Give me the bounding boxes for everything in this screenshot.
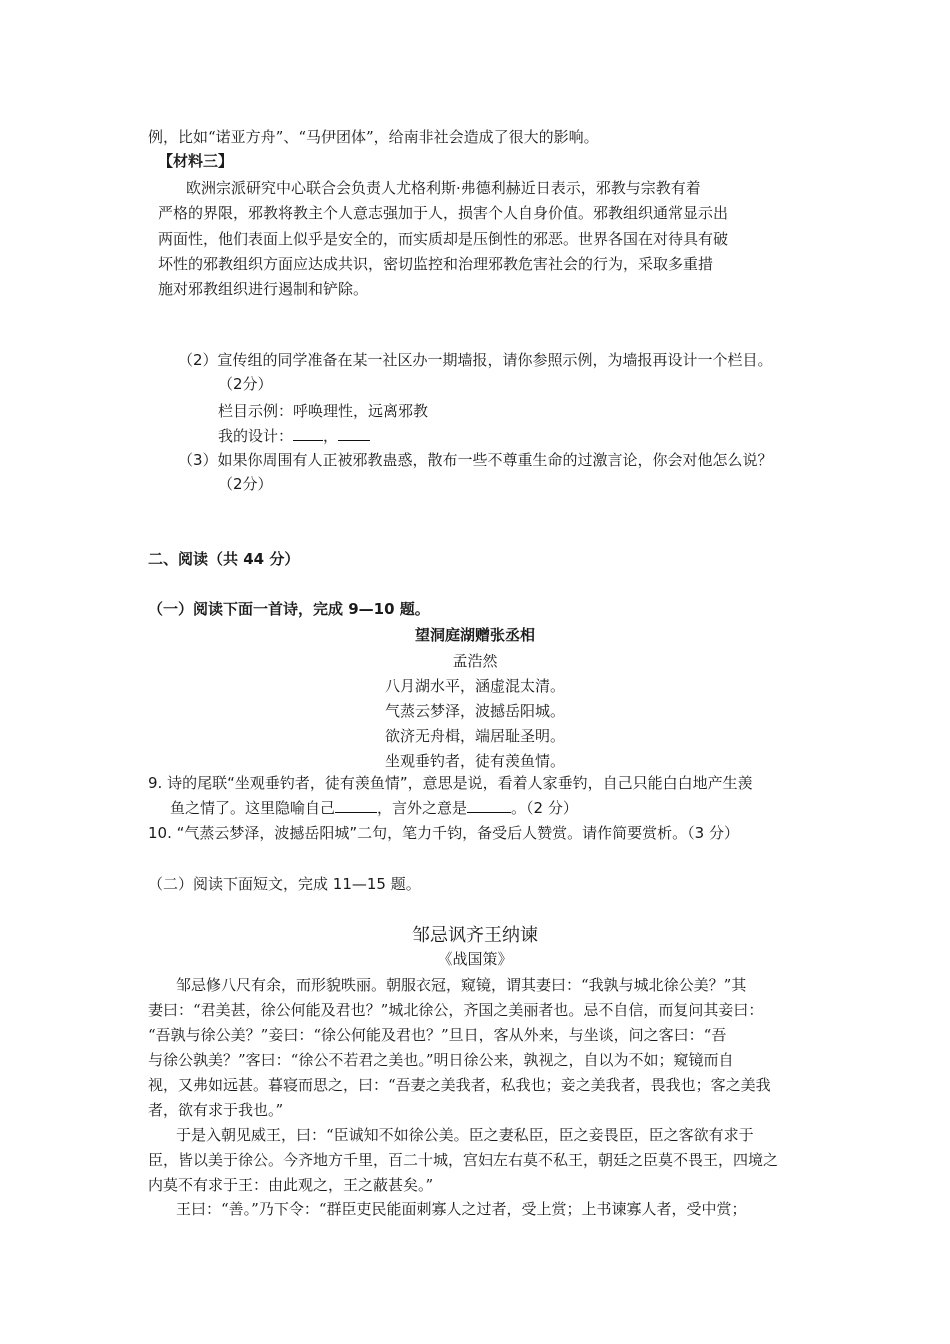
material-3-line: 坏性的邪教组织方面应达成共识，密切监控和治理邪教危害社会的行为，采取多重措 [158, 255, 714, 273]
section-2-heading: 二、阅读（共 44 分） [148, 550, 300, 568]
material-3-line: 两面性，他们表面上似乎是安全的，而实质却是压倒性的邪恶。世界各国在对待具有破 [158, 230, 729, 248]
poem-line: 气蒸云梦泽，波撼岳阳城。 [384, 702, 565, 720]
poem-line: 坐观垂钓者，徒有羡鱼情。 [384, 752, 565, 770]
q9-blank-2[interactable] [467, 798, 511, 813]
column-example: 栏目示例：呼唤理性，远离邪教 [218, 402, 429, 420]
part-1-heading: （一）阅读下面一首诗，完成 9—10 题。 [148, 600, 430, 618]
question-3-text: （3）如果你周围有人正被邪教蛊惑，散布一些不尊重生命的过激言论，你会对他怎么说？ [178, 451, 773, 469]
question-3-score: （2分） [218, 475, 273, 493]
poem-author: 孟浩然 [452, 652, 498, 670]
material-3-line: 施对邪教组织进行遏制和铲除。 [158, 280, 369, 298]
article-line: 邹忌修八尺有余，而形貌昳丽。朝服衣冠，窥镜，谓其妻曰：“我孰与城北徐公美？”其 [176, 976, 747, 994]
poem-line: 欲济无舟楫，端居耻圣明。 [384, 727, 565, 745]
poem-line: 八月湖水平，涵虚混太清。 [384, 677, 565, 695]
material-3-line: 欧洲宗派研究中心联合会负责人尤格利斯·弗德利赫近日表示，邪教与宗教有着 [186, 179, 701, 197]
article-line: 臣，皆以美于徐公。今齐地方千里，百二十城，宫妇左右莫不私王，朝廷之臣莫不畏王，四境之 [148, 1151, 779, 1169]
question-9-text: 9. 诗的尾联“坐观垂钓者，徒有羡鱼情”，意思是说，看着人家垂钓，自己只能白白地产生羡 [148, 774, 753, 792]
question-2-text: （2）宣传组的同学准备在某一社区办一期墙报，请你参照示例，为墙报再设计一个栏目。 [178, 351, 773, 369]
question-9-text-b: ，言外之意是 [377, 799, 468, 817]
article-line: 与徐公孰美？”客曰：“徐公不若君之美也。”明日徐公来，孰视之，自以为不如；窥镜而自 [148, 1051, 734, 1069]
question-2-score: （2分） [218, 375, 273, 393]
article-line: 妻曰：“君美甚，徐公何能及君也？”城北徐公，齐国之美丽者也。忌不自信，而复问其妾曰： [148, 1001, 764, 1019]
article-line: 于是入朝见威王，曰：“臣诚知不如徐公美。臣之妻私臣，臣之妾畏臣，臣之客欲有求于 [176, 1126, 754, 1144]
question-9-text-c: 。（2 分） [511, 799, 578, 817]
material-3-heading: 【材料三】 [158, 152, 234, 170]
material-line-0: 例，比如“诺亚方舟”、“马伊团体”，给南非社会造成了很大的影响。 [148, 128, 599, 146]
article-source: 《战国策》 [437, 950, 513, 968]
poem-title: 望洞庭湖赠张丞相 [414, 626, 535, 644]
design-separator: ， [323, 427, 339, 445]
question-9-line-2 [170, 797, 578, 819]
my-design-label: 我的设计： [218, 427, 294, 445]
article-title: 邹忌讽齐王纳谏 [412, 925, 538, 946]
my-design-row [218, 425, 370, 447]
article-line: 视，又弗如远甚。暮寝而思之，曰：“吾妻之美我者，私我也；妾之美我者，畏我也；客之美我 [148, 1076, 771, 1094]
design-blank-2[interactable] [338, 426, 370, 441]
article-line: 内莫不有求于王：由此观之，王之蔽甚矣。” [148, 1176, 434, 1194]
question-10-text: 10. “气蒸云梦泽，波撼岳阳城”二句，笔力千钧，备受后人赞赏。请作简要赏析。（3 分） [148, 824, 739, 842]
article-line: 者，欲有求于我也。” [148, 1101, 284, 1119]
article-line: “吾孰与徐公美？”妾曰：“徐公何能及君也？”旦日，客从外来，与坐谈，问之客曰：“吾 [148, 1026, 727, 1044]
article-line: 王曰：“善。”乃下令：“群臣吏民能面刺寡人之过者，受上赏；上书谏寡人者，受中赏； [176, 1200, 747, 1218]
part-2-heading: （二）阅读下面短文，完成 11—15 题。 [148, 875, 421, 893]
q9-blank-1[interactable] [335, 798, 377, 813]
material-3-line: 严格的界限，邪教将教主个人意志强加于人，损害个人自身价值。邪教组织通常显示出 [158, 204, 729, 222]
design-blank-1[interactable] [293, 426, 323, 441]
question-9-text-a: 鱼之情了。这里隐喻自己 [170, 799, 336, 817]
